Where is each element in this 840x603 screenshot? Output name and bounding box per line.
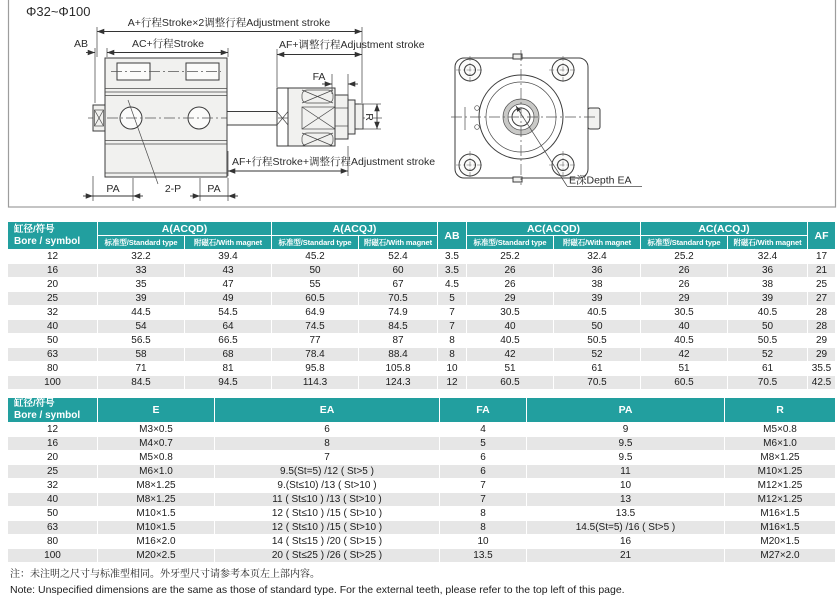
table-cell: 11 ( St≤10 ) /13 ( St>10 ) bbox=[215, 493, 439, 506]
col-group-a-acqd: A(ACQD) bbox=[98, 222, 271, 235]
table-cell: M12×1.25 bbox=[725, 479, 835, 492]
table-cell: 100 bbox=[8, 549, 97, 562]
table-cell: 12 bbox=[8, 250, 97, 263]
table-cell: 88.4 bbox=[359, 348, 437, 361]
table-cell: 28 bbox=[808, 320, 835, 333]
table-cell: 39 bbox=[728, 292, 807, 305]
table-cell: 67 bbox=[359, 278, 437, 291]
table-cell: M6×1.0 bbox=[725, 437, 835, 450]
table-cell: 51 bbox=[467, 362, 553, 375]
table-cell: 4 bbox=[440, 423, 526, 436]
dim-label-a: A+行程Stroke×2调整行程Adjustment stroke bbox=[127, 17, 331, 29]
table-cell: 29 bbox=[467, 292, 553, 305]
table-row bbox=[8, 507, 835, 520]
table-cell: 32.2 bbox=[98, 250, 184, 263]
table-cell: 20 bbox=[8, 278, 97, 291]
table-cell: 17 bbox=[808, 250, 835, 263]
table-cell: 64 bbox=[185, 320, 271, 333]
table-cell: 38 bbox=[728, 278, 807, 291]
table-cell: 49 bbox=[185, 292, 271, 305]
table-cell: 8 bbox=[438, 334, 466, 347]
table-cell: 7 bbox=[215, 451, 439, 464]
table-cell: 30.5 bbox=[641, 306, 727, 319]
table-cell: 4.5 bbox=[438, 278, 466, 291]
table-cell: 50 bbox=[8, 507, 97, 520]
table-cell: 80 bbox=[8, 535, 97, 548]
mounting-hole bbox=[456, 56, 484, 84]
table2-bore-header bbox=[8, 398, 97, 422]
table-cell: 60.5 bbox=[272, 292, 358, 305]
table-cell: 30.5 bbox=[467, 306, 553, 319]
table-cell: 42 bbox=[641, 348, 727, 361]
table-cell: 100 bbox=[8, 376, 97, 389]
bore-header-zh: 缸径/符号 bbox=[14, 223, 55, 235]
table-cell: 84.5 bbox=[359, 320, 437, 333]
table-cell: 28 bbox=[808, 306, 835, 319]
table-cell: 9.5 bbox=[527, 437, 724, 450]
table1-body bbox=[8, 250, 835, 389]
table-cell: 25 bbox=[808, 278, 835, 291]
dim-label-fa: FA bbox=[312, 71, 326, 83]
table-row bbox=[8, 334, 835, 347]
table-cell: 80 bbox=[8, 362, 97, 375]
table-cell: 71 bbox=[98, 362, 184, 375]
table-cell: 54.5 bbox=[185, 306, 271, 319]
table-cell: 87 bbox=[359, 334, 437, 347]
table-cell: 40 bbox=[467, 320, 553, 333]
table-cell: 8 bbox=[438, 348, 466, 361]
table-cell: 6 bbox=[440, 451, 526, 464]
table-cell: 40.5 bbox=[554, 306, 640, 319]
table-cell: 77 bbox=[272, 334, 358, 347]
table-row bbox=[8, 465, 835, 478]
table-cell: M5×0.8 bbox=[725, 423, 835, 436]
table-cell: M10×1.25 bbox=[725, 465, 835, 478]
table-cell: 21 bbox=[527, 549, 724, 562]
table-cell: M8×1.25 bbox=[98, 493, 214, 506]
subcol-magnet: 附磁石/With magnet bbox=[359, 236, 437, 249]
table-cell: 29 bbox=[808, 334, 835, 347]
bore-header-zh: 缸径/符号 bbox=[14, 398, 55, 409]
table-row bbox=[8, 549, 835, 562]
table-row bbox=[8, 479, 835, 492]
table-cell: 26 bbox=[641, 264, 727, 277]
table-cell: 10 bbox=[527, 479, 724, 492]
table-cell: 61 bbox=[728, 362, 807, 375]
table-cell: 50 bbox=[554, 320, 640, 333]
dim-label-af-side: AF+行程Stroke+调整行程Adjustment stroke bbox=[232, 156, 436, 168]
note-en: Note: Unspecified dimensions are the same as those of standard type. For the external teeth, please refer to the top left of this page. bbox=[10, 584, 625, 596]
table-cell: 16 bbox=[8, 264, 97, 277]
table-cell: M6×1.0 bbox=[98, 465, 214, 478]
table-cell: 16 bbox=[8, 437, 97, 450]
table-row bbox=[8, 306, 835, 319]
table-cell: 26 bbox=[467, 264, 553, 277]
bore-header-en: Bore / symbol bbox=[14, 235, 81, 247]
table-cell: M20×2.5 bbox=[98, 549, 214, 562]
table-cell: 29 bbox=[641, 292, 727, 305]
table-cell: 36 bbox=[554, 264, 640, 277]
table-cell: 16 bbox=[527, 535, 724, 548]
table-cell: 66.5 bbox=[185, 334, 271, 347]
table-row bbox=[8, 535, 835, 548]
table-cell: 36 bbox=[728, 264, 807, 277]
dim-label-2p: 2-P bbox=[164, 183, 182, 195]
table-cell: 29 bbox=[808, 348, 835, 361]
dimension-table-acqd-acqj bbox=[8, 222, 835, 390]
table-cell: 54 bbox=[98, 320, 184, 333]
table-cell: 39 bbox=[554, 292, 640, 305]
table-cell: 40 bbox=[8, 493, 97, 506]
table-cell: 13 bbox=[527, 493, 724, 506]
table-cell: 52 bbox=[728, 348, 807, 361]
table-cell: 52 bbox=[554, 348, 640, 361]
table-cell: 114.3 bbox=[272, 376, 358, 389]
table-cell: 5 bbox=[438, 292, 466, 305]
table-cell: 35 bbox=[98, 278, 184, 291]
table-cell: 78.4 bbox=[272, 348, 358, 361]
table-cell: 8 bbox=[440, 521, 526, 534]
table-cell: 26 bbox=[467, 278, 553, 291]
table-cell: M20×1.5 bbox=[725, 535, 835, 548]
table-cell: M3×0.5 bbox=[98, 423, 214, 436]
footnotes bbox=[10, 568, 830, 597]
table-cell: M4×0.7 bbox=[98, 437, 214, 450]
table-cell: 70.5 bbox=[554, 376, 640, 389]
subcol-magnet: 附磁石/With magnet bbox=[185, 236, 271, 249]
table-row bbox=[8, 250, 835, 263]
table1-header bbox=[8, 222, 835, 249]
table-cell: 95.8 bbox=[272, 362, 358, 375]
dim-label-e-depth: E深Depth EA bbox=[569, 174, 632, 187]
table-cell: 50 bbox=[272, 264, 358, 277]
table-cell: 32.4 bbox=[728, 250, 807, 263]
col-header-r: R bbox=[725, 398, 835, 422]
table-row bbox=[8, 521, 835, 534]
table-cell: 25 bbox=[8, 465, 97, 478]
table-cell: 10 bbox=[438, 362, 466, 375]
table-cell: 40 bbox=[8, 320, 97, 333]
table-cell: 3.5 bbox=[438, 250, 466, 263]
table-cell: 63 bbox=[8, 348, 97, 361]
dim-label-r: R bbox=[363, 113, 375, 121]
table-cell: 3.5 bbox=[438, 264, 466, 277]
table-cell: 70.5 bbox=[728, 376, 807, 389]
table-cell: 74.5 bbox=[272, 320, 358, 333]
table-cell: 61 bbox=[554, 362, 640, 375]
cylinder-drawing bbox=[0, 0, 840, 212]
table-row bbox=[8, 320, 835, 333]
table-cell: M10×1.5 bbox=[98, 521, 214, 534]
table-cell: M8×1.25 bbox=[98, 479, 214, 492]
table-cell: 60.5 bbox=[467, 376, 553, 389]
table-cell: 11 bbox=[527, 465, 724, 478]
table-cell: 50.5 bbox=[728, 334, 807, 347]
table-cell: 60 bbox=[359, 264, 437, 277]
subcol-standard: 标准型/Standard type bbox=[98, 236, 184, 249]
table-cell: 13.5 bbox=[440, 549, 526, 562]
table1-bore-header bbox=[8, 222, 97, 249]
table-row bbox=[8, 451, 835, 464]
table-cell: 12 bbox=[438, 376, 466, 389]
dim-label-pa-left: PA bbox=[106, 183, 120, 195]
table-cell: M27×2.0 bbox=[725, 549, 835, 562]
table-row bbox=[8, 278, 835, 291]
table2-header bbox=[8, 398, 835, 422]
dim-label-ac: AC+行程Stroke bbox=[131, 38, 205, 50]
col-group-ac-acqj: AC(ACQJ) bbox=[641, 222, 807, 235]
table-cell: 56.5 bbox=[98, 334, 184, 347]
table-row bbox=[8, 348, 835, 361]
table-cell: 25 bbox=[8, 292, 97, 305]
subcol-standard: 标准型/Standard type bbox=[272, 236, 358, 249]
table-cell: 63 bbox=[8, 521, 97, 534]
table-cell: 43 bbox=[185, 264, 271, 277]
table-cell: 74.9 bbox=[359, 306, 437, 319]
table-cell: 50 bbox=[8, 334, 97, 347]
table-cell: 9.(St≤10) /13 ( St>10 ) bbox=[215, 479, 439, 492]
table-cell: 42 bbox=[467, 348, 553, 361]
mounting-hole bbox=[549, 56, 577, 84]
col-header-pa: PA bbox=[527, 398, 724, 422]
table-cell: 20 ( St≤25 ) /26 ( St>25 ) bbox=[215, 549, 439, 562]
table-row bbox=[8, 362, 835, 375]
table-cell: M16×1.5 bbox=[725, 507, 835, 520]
table-cell: 12 ( St≤10 ) /15 ( St>10 ) bbox=[215, 521, 439, 534]
table-row bbox=[8, 493, 835, 506]
table-cell: 51 bbox=[641, 362, 727, 375]
table-cell: 32 bbox=[8, 479, 97, 492]
table-cell: 40.5 bbox=[641, 334, 727, 347]
table-cell: 10 bbox=[440, 535, 526, 548]
table-cell: 33 bbox=[98, 264, 184, 277]
subcol-standard: 标准型/Standard type bbox=[467, 236, 553, 249]
table-cell: 52.4 bbox=[359, 250, 437, 263]
table-row bbox=[8, 376, 835, 389]
table-cell: 45.2 bbox=[272, 250, 358, 263]
table-cell: 47 bbox=[185, 278, 271, 291]
table-cell: 7 bbox=[440, 493, 526, 506]
dim-label-af-top: AF+调整行程Adjustment stroke bbox=[279, 39, 425, 51]
table-cell: 42.5 bbox=[808, 376, 835, 389]
table-cell: 6 bbox=[440, 465, 526, 478]
table-cell: 7 bbox=[438, 320, 466, 333]
table-cell: 81 bbox=[185, 362, 271, 375]
subcol-magnet: 附磁石/With magnet bbox=[728, 236, 807, 249]
dim-label-ab: AB bbox=[73, 38, 89, 50]
col-header-ab: AB bbox=[438, 222, 466, 249]
table-cell: 39.4 bbox=[185, 250, 271, 263]
table-cell: 21 bbox=[808, 264, 835, 277]
table-cell: 9 bbox=[527, 423, 724, 436]
table-cell: 58 bbox=[98, 348, 184, 361]
table-cell: 25.2 bbox=[467, 250, 553, 263]
table-cell: 26 bbox=[641, 278, 727, 291]
table-cell: 7 bbox=[440, 479, 526, 492]
bore-range-label: Φ32~Φ100 bbox=[26, 4, 91, 19]
table-cell: 39 bbox=[98, 292, 184, 305]
table-row bbox=[8, 264, 835, 277]
col-header-e: E bbox=[98, 398, 214, 422]
col-group-ac-acqd: AC(ACQD) bbox=[467, 222, 640, 235]
table-cell: 55 bbox=[272, 278, 358, 291]
table-cell: 40.5 bbox=[467, 334, 553, 347]
dim-label-pa-right: PA bbox=[207, 183, 221, 195]
mounting-hole bbox=[456, 151, 484, 179]
table-cell: 6 bbox=[215, 423, 439, 436]
table-cell: 25.2 bbox=[641, 250, 727, 263]
dimension-table-thread bbox=[8, 398, 835, 563]
col-header-ea: EA bbox=[215, 398, 439, 422]
table-cell: M10×1.5 bbox=[98, 507, 214, 520]
table-cell: 5 bbox=[440, 437, 526, 450]
table-cell: 94.5 bbox=[185, 376, 271, 389]
table-cell: 38 bbox=[554, 278, 640, 291]
table-cell: 44.5 bbox=[98, 306, 184, 319]
table-cell: 12 bbox=[8, 423, 97, 436]
table-cell: 12 ( St≤10 ) /15 ( St>10 ) bbox=[215, 507, 439, 520]
table-cell: 105.8 bbox=[359, 362, 437, 375]
table-cell: 8 bbox=[215, 437, 439, 450]
col-header-fa: FA bbox=[440, 398, 526, 422]
table-cell: 32 bbox=[8, 306, 97, 319]
table-cell: 8 bbox=[440, 507, 526, 520]
table-cell: 20 bbox=[8, 451, 97, 464]
table-cell: 60.5 bbox=[641, 376, 727, 389]
table-cell: 124.3 bbox=[359, 376, 437, 389]
table-cell: 14 ( St≤15 ) /20 ( St>15 ) bbox=[215, 535, 439, 548]
subcol-standard: 标准型/Standard type bbox=[641, 236, 727, 249]
table-cell: 35.5 bbox=[808, 362, 835, 375]
col-header-af: AF bbox=[808, 222, 835, 249]
table-cell: M5×0.8 bbox=[98, 451, 214, 464]
subcol-magnet: 附磁石/With magnet bbox=[554, 236, 640, 249]
table-cell: 27 bbox=[808, 292, 835, 305]
table-row bbox=[8, 423, 835, 436]
table-cell: 64.9 bbox=[272, 306, 358, 319]
bore-header-en: Bore / symbol bbox=[14, 410, 81, 421]
table-cell: M16×2.0 bbox=[98, 535, 214, 548]
table-cell: 40 bbox=[641, 320, 727, 333]
table-row bbox=[8, 292, 835, 305]
table-cell: 70.5 bbox=[359, 292, 437, 305]
col-group-a-acqj: A(ACQJ) bbox=[272, 222, 437, 235]
table-cell: 50 bbox=[728, 320, 807, 333]
front-view bbox=[451, 50, 600, 185]
table-cell: 40.5 bbox=[728, 306, 807, 319]
table-cell: 68 bbox=[185, 348, 271, 361]
table-cell: M12×1.25 bbox=[725, 493, 835, 506]
note-zh: 注：未注明之尺寸与标准型相同。外牙型尺寸请参考本页左上部内容。 bbox=[10, 569, 320, 580]
table-row bbox=[8, 437, 835, 450]
table-cell: 7 bbox=[438, 306, 466, 319]
table-cell: M8×1.25 bbox=[725, 451, 835, 464]
table-cell: 50.5 bbox=[554, 334, 640, 347]
table-cell: 14.5(St=5) /16 ( St>5 ) bbox=[527, 521, 724, 534]
table2-body bbox=[8, 423, 835, 562]
table-cell: 9.5 bbox=[527, 451, 724, 464]
table-cell: 13.5 bbox=[527, 507, 724, 520]
table-cell: M16×1.5 bbox=[725, 521, 835, 534]
table-cell: 9.5(St=5) /12 ( St>5 ) bbox=[215, 465, 439, 478]
table-cell: 84.5 bbox=[98, 376, 184, 389]
table-cell: 32.4 bbox=[554, 250, 640, 263]
